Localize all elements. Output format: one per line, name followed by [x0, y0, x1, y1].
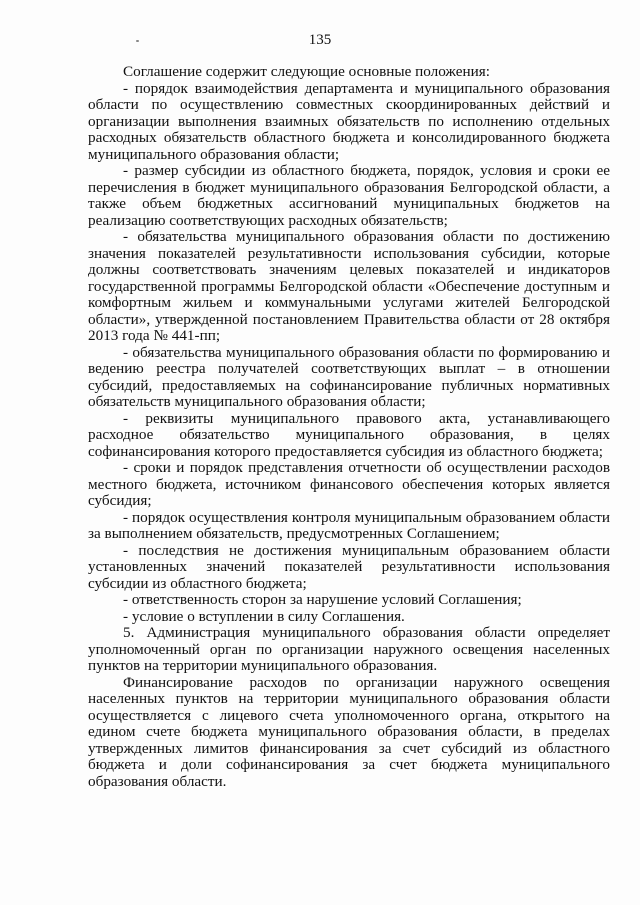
- page-number: 135: [308, 32, 332, 48]
- financing-paragraph: Финансирование расходов по организации наружного освещения населенных пунктов на территории муниципального образования области осуществляется с лицевого счета уполномоченного органа, открытого на едином счете бюджета муниципального образования области, в пределах утвержденных лимитов финансирования за счет субсидий из областного бюджета и доли софинансирования за счет бюджета муниципального образования области.: [88, 673, 610, 790]
- intro-paragraph: Соглашение содержит следующие основные положения:: [123, 63, 490, 80]
- provision-legal-act-details: - реквизиты муниципального правового акта, устанавливающего расходное обязательство муниципального образования, в целях софинансирования которого предоставляется субсидия из областного бюджета;: [88, 409, 610, 460]
- provision-consequences: - последствия не достижения муниципальным образованием области установленных значений показателей результативности использования субсидии из областного бюджета;: [88, 541, 610, 592]
- section-5-paragraph: 5. Администрация муниципального образования области определяет уполномоченный орган по организации наружного освещения населенных пунктов на территории муниципального образования.: [88, 624, 610, 674]
- provision-control: - порядок осуществления контроля муниципальным образованием области за выполнением обязательств, предусмотренных Соглашением;: [88, 508, 610, 542]
- provision-subsidy-size: - размер субсидии из областного бюджета, порядок, условия и сроки ее перечисления в бюджет муниципального образования Белгородской области, а также объем бюджетных ассигнований муниципальных бюджетов на реализацию соответствующих расходных обязательств;: [88, 162, 610, 229]
- document-body: [88, 64, 610, 790]
- provision-entry-into-force: - условие о вступлении в силу Соглашения.: [123, 607, 405, 625]
- provision-reporting: - сроки и порядок представления отчетности об осуществлении расходов местного бюджета, источником финансового обеспечения которых является субсидия;: [88, 459, 610, 509]
- provision-responsibility: - ответственность сторон за нарушение условий Соглашения;: [123, 591, 522, 608]
- provision-interaction: - порядок взаимодействия департамента и муниципального образования области по осуществлению совместных скоординированных действий и организации выполнения взаимных обязательств по исполнению отдельных расходных обязательств областного бюджета и консолидированного бюджета муниципального образования области;: [88, 79, 610, 163]
- provision-recipients-register: - обязательства муниципального образования области по формированию и ведению реестра получателей соответствующих выплат – в отношении субсидий, предоставляемых на софинансирование публичных нормативных обязательств муниципального образования области;: [88, 343, 610, 410]
- provision-performance-indicators: - обязательства муниципального образования области по достижению значения показателей результативности использования субсидии, которые должны соответствовать значениям целевых показателей и индикаторов государственной программы Белгородской области «Обеспечение доступным и комфортным жильем и коммунальными услугами жителей Белгородской области», утвержденной постановлением Правительства области от 28 октября 2013 года № 441-пп;: [88, 228, 610, 344]
